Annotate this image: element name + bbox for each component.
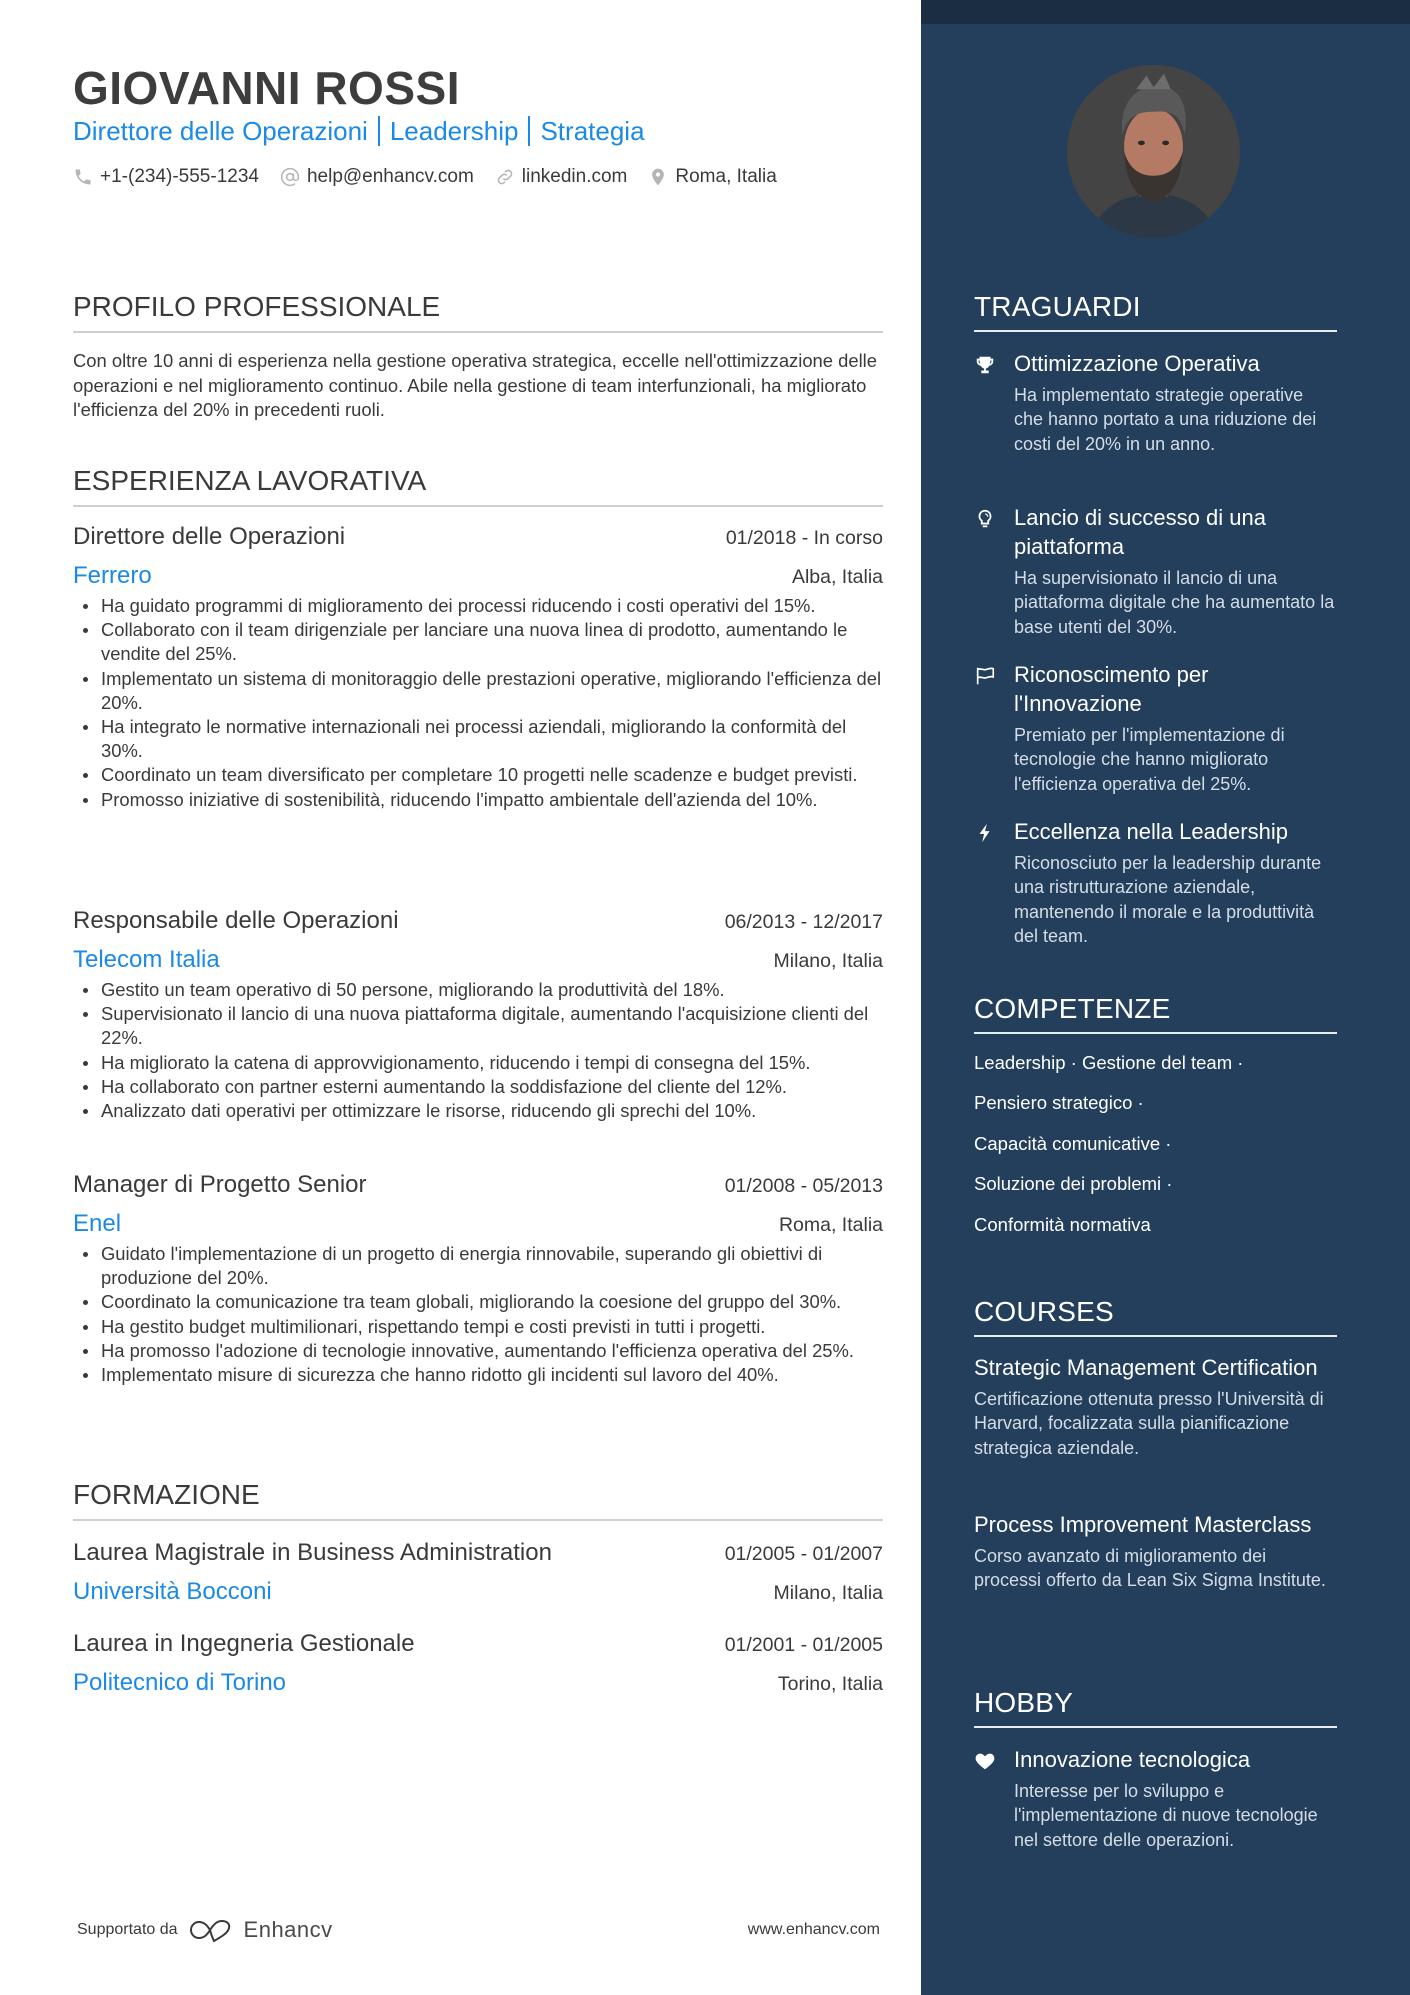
achievement-title: Riconoscimento per l'Innovazione	[1014, 662, 1209, 716]
job-location: Roma, Italia	[778, 1214, 883, 1236]
job-bullet: Ha gestito budget multimilionari, rispettando tempi e costi previsti in tutti i progetti.	[73, 1315, 883, 1339]
job-bullet: Coordinato la comunicazione tra team globali, migliorando la coesione del gruppo del 30%.	[73, 1290, 883, 1314]
skills-section	[974, 992, 1337, 1034]
skills-divider	[974, 1032, 1337, 1034]
achievement-item	[974, 660, 1337, 796]
job-bullet: Ha integrato le normative internazionali nei processi aziendali, migliorando la conformità del 30%.	[73, 715, 883, 763]
summary-heading: PROFILO PROFESSIONALE	[73, 291, 441, 322]
courses-section	[974, 1295, 1337, 1337]
job-entry	[73, 906, 883, 1123]
map-pin-icon	[648, 167, 668, 187]
powered-by	[77, 1917, 333, 1943]
job-location: Alba, Italia	[791, 566, 883, 588]
website-link[interactable]: www.enhancv.com	[747, 1921, 880, 1938]
job-bullets	[73, 978, 883, 1123]
headline	[73, 114, 645, 148]
achievement-item	[974, 817, 1337, 948]
skills-heading: COMPETENZE	[974, 993, 1171, 1024]
company-name: Telecom Italia	[73, 946, 220, 973]
company-name: Enel	[73, 1210, 122, 1237]
hobby-item	[974, 1745, 1337, 1852]
candidate-name: GIOVANNI ROSSI	[73, 62, 460, 114]
education-section	[73, 1478, 883, 1521]
achievement-title: Ottimizzazione Operativa	[1014, 351, 1260, 376]
headline-skill: Strategia	[540, 116, 645, 146]
experience-divider	[73, 505, 883, 507]
achievement-description: Ha supervisionato il lancio di una piattaforma digitale che ha aumentato la base utenti del 30%.	[1014, 568, 1335, 637]
job-title: Manager di Progetto Senior	[73, 1171, 367, 1198]
job-bullet: Promosso iniziative di sostenibilità, riducendo l'impatto ambientale dell'azienda del 10%.	[73, 788, 883, 812]
achievements-section	[974, 290, 1337, 332]
profile-photo	[1067, 65, 1240, 238]
enhancv-logo-icon	[188, 1917, 236, 1943]
contact-linkedin-text: linkedin.com	[521, 166, 628, 187]
job-entry	[73, 522, 883, 812]
headline-skill: Leadership	[389, 116, 519, 146]
education-entry	[73, 1629, 883, 1698]
at-sign-icon	[280, 167, 300, 187]
course-title: Process Improvement Masterclass	[974, 1512, 1312, 1537]
job-bullet: Ha promosso l'adozione di tecnologie innovative, aumentando l'efficienza operativa del 25%.	[73, 1339, 883, 1363]
experience-heading: ESPERIENZA LAVORATIVA	[73, 465, 427, 496]
hobby-divider	[974, 1726, 1337, 1728]
experience-section	[73, 464, 883, 507]
job-bullet: Implementato misure di sicurezza che hanno ridotto gli incidenti sul lavoro del 40%.	[73, 1363, 883, 1387]
education-heading: FORMAZIONE	[73, 1479, 260, 1510]
sidebar-top-band	[921, 0, 1410, 24]
courses-divider	[974, 1335, 1337, 1337]
course-item	[974, 1511, 1337, 1593]
summary-text: Con oltre 10 anni di esperienza nella gestione operativa strategica, eccelle nell'ottimizzazione delle operazioni e nel miglioramento continuo. Abile nella gestione di team interfunzionali, ha migliorato l'efficienza del 20% in precedenti ruoli.	[73, 350, 877, 420]
achievement-description: Riconosciuto per la leadership durante una ristrutturazione aziendale, mantenendo il morale e la produttività del team.	[1014, 853, 1322, 946]
degree-title: Laurea Magistrale in Business Administration	[73, 1539, 552, 1566]
job-bullets	[73, 594, 883, 812]
skill-line: Soluzione dei problemi ·	[974, 1173, 1173, 1194]
job-bullet: Implementato un sistema di monitoraggio delle prestazioni operative, migliorando l'efficienza del 20%.	[73, 667, 883, 715]
job-bullet: Gestito un team operativo di 50 persone, migliorando la produttività del 18%.	[73, 978, 883, 1002]
achievements-heading: TRAGUARDI	[974, 291, 1141, 322]
portrait-illustration	[1067, 65, 1240, 238]
phone-icon	[73, 167, 93, 187]
skill-line: Capacità comunicative ·	[974, 1133, 1172, 1154]
achievements-divider	[974, 330, 1337, 332]
job-bullets	[73, 1242, 883, 1387]
job-bullet: Coordinato un team diversificato per completare 10 progetti nelle scadenze e budget previsti.	[73, 763, 883, 787]
contact-location	[648, 166, 776, 188]
education-dates: 01/2005 - 01/2007	[724, 1543, 883, 1565]
summary-section	[73, 290, 883, 333]
company-name: Ferrero	[73, 562, 152, 589]
contact-bar	[73, 164, 798, 190]
flag-icon	[974, 665, 996, 687]
education-divider	[73, 1519, 883, 1521]
contact-email[interactable]	[280, 166, 474, 188]
job-dates: 06/2013 - 12/2017	[724, 911, 883, 933]
headline-separator	[378, 116, 380, 146]
contact-linkedin[interactable]	[495, 166, 628, 188]
skill-line: Leadership · Gestione del team ·	[974, 1052, 1244, 1073]
achievement-item	[974, 349, 1337, 456]
job-bullet: Guidato l'implementazione di un progetto di energia rinnovabile, superando gli obiettivi di produzione del 20%.	[73, 1242, 883, 1290]
achievement-title: Eccellenza nella Leadership	[1014, 819, 1288, 844]
job-dates: 01/2018 - In corso	[725, 527, 883, 549]
summary-divider	[73, 331, 883, 333]
hobby-section	[974, 1686, 1337, 1728]
course-description: Certificazione ottenuta presso l'Università di Harvard, focalizzata sulla pianificazione strategica aziendale.	[974, 1389, 1324, 1458]
hobby-title: Innovazione tecnologica	[1014, 1747, 1251, 1772]
education-entry	[73, 1538, 883, 1607]
achievement-item	[974, 503, 1337, 639]
course-title: Strategic Management Certification	[974, 1355, 1318, 1380]
trophy-icon	[974, 354, 996, 376]
job-bullet: Collaborato con il team dirigenziale per lanciare una nuova linea di prodotto, aumentando le vendite del 25%.	[73, 618, 883, 666]
achievement-description: Premiato per l'implementazione di tecnologie che hanno migliorato l'efficienza operativa del 25%.	[1014, 725, 1285, 794]
contact-phone[interactable]	[73, 166, 259, 188]
job-bullet: Ha collaborato con partner esterni aumentando la soddisfazione del cliente del 12%.	[73, 1075, 883, 1099]
contact-email-text: help@enhancv.com	[306, 166, 474, 187]
school-location: Milano, Italia	[773, 1582, 883, 1604]
school-location: Torino, Italia	[777, 1673, 883, 1695]
school-name: Università Bocconi	[73, 1578, 272, 1605]
lightning-icon	[974, 822, 996, 844]
course-item	[974, 1354, 1337, 1460]
heart-icon	[974, 1750, 996, 1772]
courses-heading: COURSES	[974, 1296, 1114, 1327]
contact-location-text: Roma, Italia	[675, 166, 777, 187]
course-description: Corso avanzato di miglioramento dei processi offerto da Lean Six Sigma Institute.	[974, 1546, 1326, 1591]
job-location: Milano, Italia	[773, 950, 883, 972]
lightbulb-icon	[974, 508, 996, 530]
contact-phone-text: +1-(234)-555-1234	[100, 166, 259, 187]
headline-separator	[528, 116, 530, 146]
education-dates: 01/2001 - 01/2005	[724, 1634, 883, 1656]
hobby-heading: HOBBY	[974, 1687, 1074, 1718]
headline-role: Direttore delle Operazioni	[73, 116, 368, 146]
degree-title: Laurea in Ingegneria Gestionale	[73, 1630, 415, 1657]
achievement-title: Lancio di successo di una piattaforma	[1014, 505, 1266, 559]
skill-line: Pensiero strategico ·	[974, 1092, 1144, 1113]
powered-by-label: Supportato da	[77, 1921, 178, 1938]
job-title: Direttore delle Operazioni	[73, 523, 346, 550]
job-bullet: Ha guidato programmi di miglioramento dei processi riducendo i costi operativi del 15%.	[73, 594, 883, 618]
job-bullet: Ha migliorato la catena di approvvigionamento, riducendo i tempi di consegna del 15%.	[73, 1051, 883, 1075]
job-dates: 01/2008 - 05/2013	[724, 1175, 883, 1197]
enhancv-brand[interactable]: Enhancv	[243, 1917, 333, 1942]
job-bullet: Analizzato dati operativi per ottimizzare le risorse, riducendo gli sprechi del 10%.	[73, 1099, 883, 1123]
link-icon	[495, 167, 515, 187]
hobby-description: Interesse per lo sviluppo e l'implementazione di nuove tecnologie nel settore delle operazioni.	[1014, 1781, 1318, 1850]
job-entry	[73, 1170, 883, 1387]
achievement-description: Ha implementato strategie operative che hanno portato a una riduzione dei costi del 20% in un anno.	[1014, 385, 1317, 454]
skill-line: Conformità normativa	[974, 1214, 1151, 1235]
school-name: Politecnico di Torino	[73, 1669, 287, 1696]
job-bullet: Supervisionato il lancio di una nuova piattaforma digitale, aumentando l'acquisizione clienti del 22%.	[73, 1002, 883, 1050]
job-title: Responsabile delle Operazioni	[73, 907, 399, 934]
footer	[77, 1916, 880, 1944]
